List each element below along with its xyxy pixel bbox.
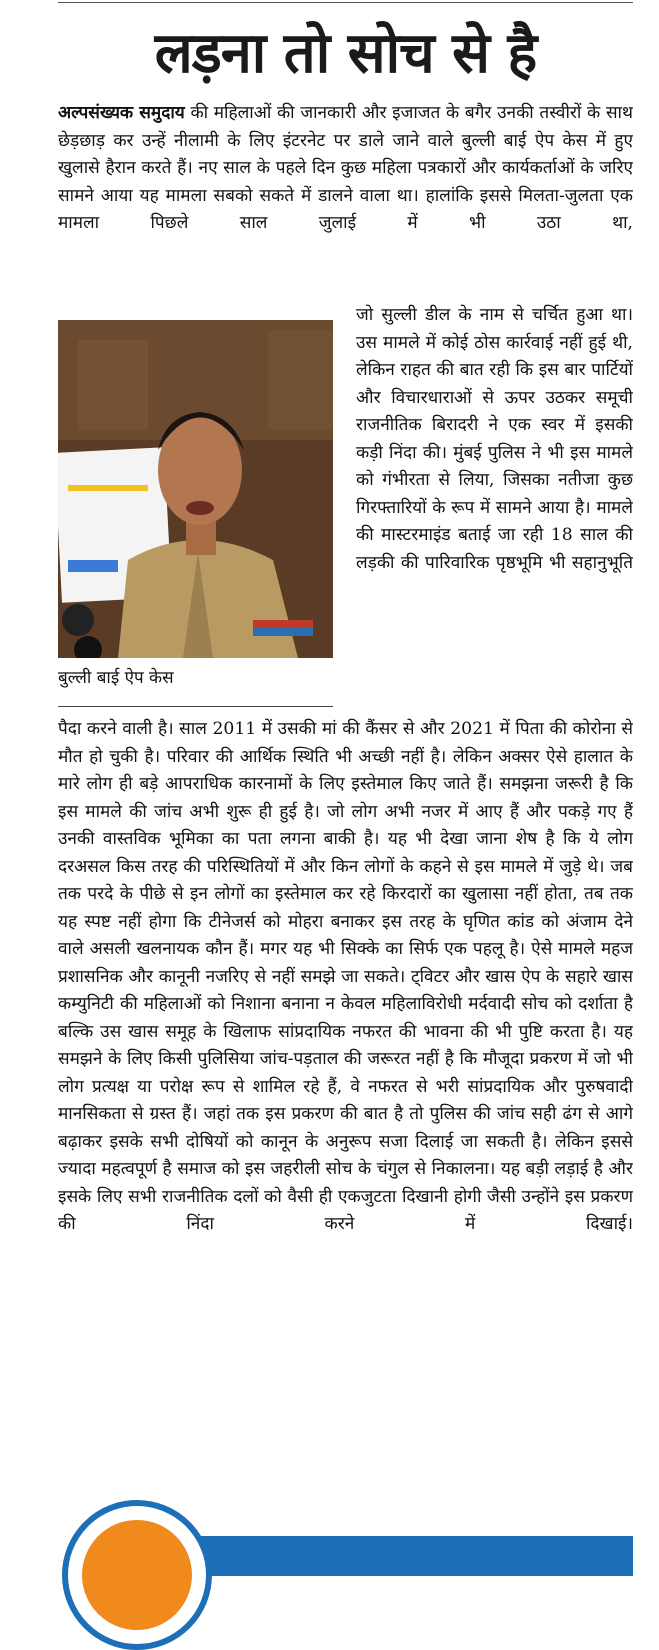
news-photo — [58, 320, 333, 658]
lead-phrase: अल्पसंख्यक समुदाय — [58, 103, 185, 123]
photo-caption: बुल्ली बाई ऐप केस — [58, 668, 174, 688]
headline: लड़ना तो सोच से है — [154, 21, 537, 86]
caption-rule — [58, 706, 333, 707]
footer-logo-badge — [62, 1500, 212, 1650]
footer-banner — [190, 1536, 633, 1576]
article-paragraph-top — [58, 100, 633, 295]
photo-illustration — [58, 320, 333, 658]
article-paragraph-bottom — [58, 716, 633, 1492]
paragraph-bottom-text: पैदा करने वाली है। साल 2011 में उसकी मां की कैंसर से और 2021 में पिता की कोरोना से मौत हो चुकी है। परिवार की आर्थिक स्थिति भी अच्छी नहीं है। लेकिन अक्सर ऐसे हालात के मारे लोग ही बड़े आपराधिक कारनामों के लिए इस्तेमाल किए जाते हैं। समझना जरूरी है कि इस मामले की जांच अभी शुरू ही हुई है। जो लोग अभी नजर में आए हैं और पकड़े गए हैं उनकी वास्तविक भूमिका का पता लगना बाकी है। यह भी देखा जाना शेष है कि ये लोग दरअसल किस तरह की परिस्थितियों में और किन लोगों के कहने से इस मामले में जुड़े थे। जब तक परदे के पीछे से इन लोगों का इस्तेमाल कर रहे किरदारों का खुलासा नहीं होता, तब तक यह स्पष्ट नहीं होगा कि टीनेजर्स को मोहरा बनाकर इस तरह के घृणित कांड को अंजाम देने वाले असली खलनायक कौन हैं। मगर यह भी सिक्के का सिर्फ एक पहलू है। ऐसे मामले महज प्रशासनिक और कानूनी नजरिए से नहीं समझे जा सकते। ट्विटर और खास ऐप के सहारे खास कम्युनिटी की महिलाओं को निशाना बनाना न केवल महिलाविरोधी मर्दवादी सोच को दर्शाता है बल्कि उस खास समूह के खिलाफ सांप्रदायिक नफरत की भावना की भी पुष्टि करता है। यह समझने के लिए किसी पुलिसिया जांच-पड़ताल की जरूरत नहीं है कि मौजूदा प्रकरण में जो भी लोग प्रत्यक्ष या परोक्ष रूप से शामिल रहे हैं, वे नफरत से भरी सांप्रदायिक और पुरुषवादी मानसिकता से ग्रस्त हैं। जहां तक इस प्रकरण की बात है तो पुलिस की जांच सही ढंग से आगे बढ़ाकर इसके सभी दोषियों को कानून के अनुरूप सजा दिलाई जा सकती है। लेकिन इससे ज्यादा महत्वपूर्ण है समाज को इस जहरीली सोच के चंगुल से निकालना। यह बड़ी लड़ाई है और इसके लिए सभी राजनीतिक दलों को वैसी ही एकजुटता दिखानी होगी जैसी उन्होंने इस प्रकरण की निंदा करने में दिखाई। — [58, 719, 633, 1234]
paragraph-side-text: जो सुल्ली डील के नाम से चर्चित हुआ था। उस मामले में कोई ठोस कार्रवाई नहीं हुई थी, लेकिन राहत की बात रही कि इस बार पार्टियों और विचारधाराओं से ऊपर उठकर समूची राजनीतिक बिरादरी ने एक स्वर में इसकी कड़ी निंदा की। मुंबई पुलिस ने भी इस मामले को गंभीरता से लिया, जिसका नतीजा कुछ गिरफ्तारियों के रूप में सामने आया है। मामले की मास्टरमाइंड बताई जा रही 18 साल की लड़की की पारिवारिक पृष्ठभूमि भी सहानुभूति — [356, 305, 633, 573]
footer-logo-icon — [82, 1520, 192, 1630]
top-rule — [58, 2, 633, 3]
paragraph-top-text: की महिलाओं की जानकारी और इजाजत के बगैर उनकी तस्वीरों के साथ छेड़छाड़ कर उन्हें नीलामी के लिए इंटरनेट पर डाले जाने वाले बुल्ली बाई ऐप केस में हुए खुलासे हैरान करते हैं। नए साल के पहले दिन कुछ महिला पत्रकारों और कार्यकर्ताओं के जरिए सामने आया यह मामला सबको सकते में डालने वाला था। हालांकि इससे मिलता-जुलता एक मामला पिछले साल जुलाई में भी उठा था, — [58, 103, 633, 233]
article-paragraph-side — [356, 302, 633, 716]
